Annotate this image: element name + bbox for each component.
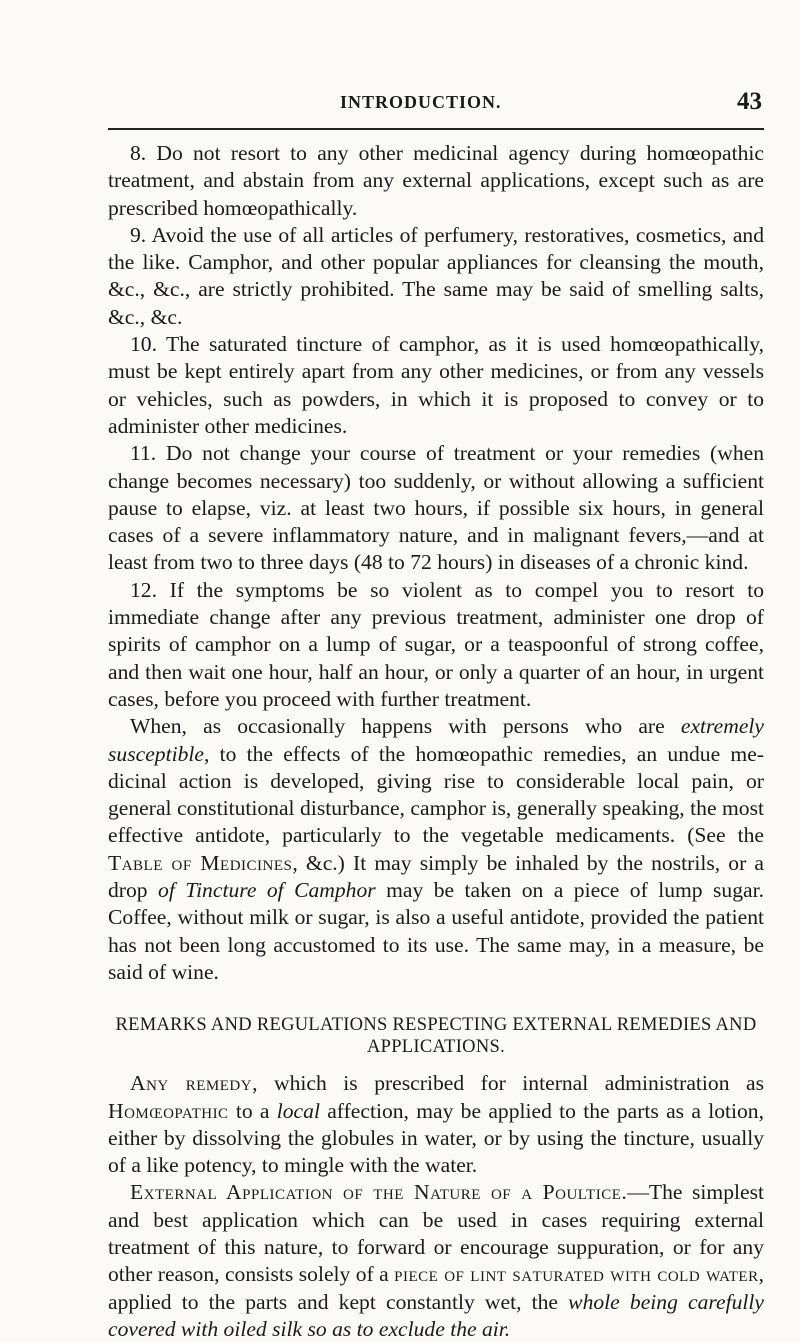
small-caps-run: Table of Medicines <box>108 850 293 875</box>
page-header <box>108 88 764 128</box>
paragraph-9: 9. Avoid the use of all articles of perfumery, restoratives, cosmetics, and the like. Camphor, and other popular appliances for cleansing the mouth, &c., &c., are strictly prohibited. The same may be said of smelling salts, &c., &c. <box>108 222 764 329</box>
italic-run: of Tincture of Camphor <box>158 878 376 903</box>
text-run: , applied to the parts and kept constantly wet, the <box>108 1262 764 1314</box>
paragraph-remedy <box>108 1070 764 1179</box>
text-run: to a <box>228 1098 277 1123</box>
paragraph-11: 11. Do not change your course of treatment or your remedies (when change becomes necessary) too suddenly, or without allowing a sufficient pause to elapse, viz. at least two hours, if possible six hours, in general cases of a severe inflammatory nature, and in malignant fevers,—and at least from two to three days (48 to 72 hours) in diseases of a chronic kind. <box>108 441 764 575</box>
text-run: may be taken on a piece of lump sugar. Coffee, without milk or sugar, is also a useful antidote, provided the patient has not been long accustomed to its use. The same may, in a measure, be said of wine. <box>108 878 764 984</box>
header-rule <box>108 128 764 130</box>
section-heading: REMARKS AND REGULATIONS RESPECTING EXTERNAL REMEDIES AND APPLICATIONS. <box>115 1015 757 1058</box>
italic-run: local <box>276 1098 320 1123</box>
paragraph-antidote <box>108 713 764 986</box>
text-run: —The simplest and best application which can be used in cases requiring external treatment of this nature, to forward or encourage suppuration, or for any other reason, consists solely of a <box>108 1180 765 1287</box>
italic-run: whole being carefully covered with oiled silk so as to exclude the air. <box>108 1289 764 1341</box>
text-run: , which is prescribed for internal administration as <box>252 1071 765 1096</box>
small-caps-run: External Application of the Nature of a Poultice. <box>130 1180 628 1205</box>
text-run: , &c.) It may simply be inhaled by the nostrils, or a drop <box>108 850 764 903</box>
paragraph-10: 10. The saturated tincture of camphor, as it is used homœopathically, must be kept entirely apart from any other medicines, or from any vessels or vehicles, such as powders, in which it is proposed to convey or to administer other medicines. <box>108 332 764 438</box>
small-caps-run: Any remedy <box>130 1071 253 1096</box>
paragraph-12: 12. If the symptoms be so violent as to compel you to resort to immediate change after any previous treatment, administer one drop of spirits of camphor on a lump of sugar, or a teaspoonful of strong coffee, and then wait one hour, half an hour, or only a quarter of an hour, in urgent cases, before you proceed with further treatment. <box>108 577 764 711</box>
paragraph-8: 8. Do not resort to any other medicinal agency during homœopathic treatment, and abstain from any external applications, except such as are prescribed homœopathically. <box>108 141 764 220</box>
small-caps-run: Homœopathic <box>108 1098 229 1123</box>
running-title: INTRODUCTION. <box>340 92 502 112</box>
page-number: 43 <box>737 88 762 115</box>
text-run: affection, may be applied to the parts as a lotion, either by dissolving the globules in water, or by using the tincture, usually of a like potency, to mingle with the water. <box>108 1098 764 1178</box>
text-run: , to the effects of the homœopathic remedies, an undue medicinal action is developed, giving rise to considerable local pain, or general constitutional disturbance, camphor is, generally speaking, the most effective antidote, particularly to the vegetable medicaments. (See the <box>108 741 764 848</box>
page-body <box>108 140 764 1343</box>
paragraph-poultice <box>108 1179 764 1343</box>
small-caps-run: piece of lint saturated with cold water <box>394 1262 759 1287</box>
italic-run: extremely susceptible <box>108 714 764 766</box>
text-run: When, as occasionally happens with persons who are <box>130 714 681 739</box>
